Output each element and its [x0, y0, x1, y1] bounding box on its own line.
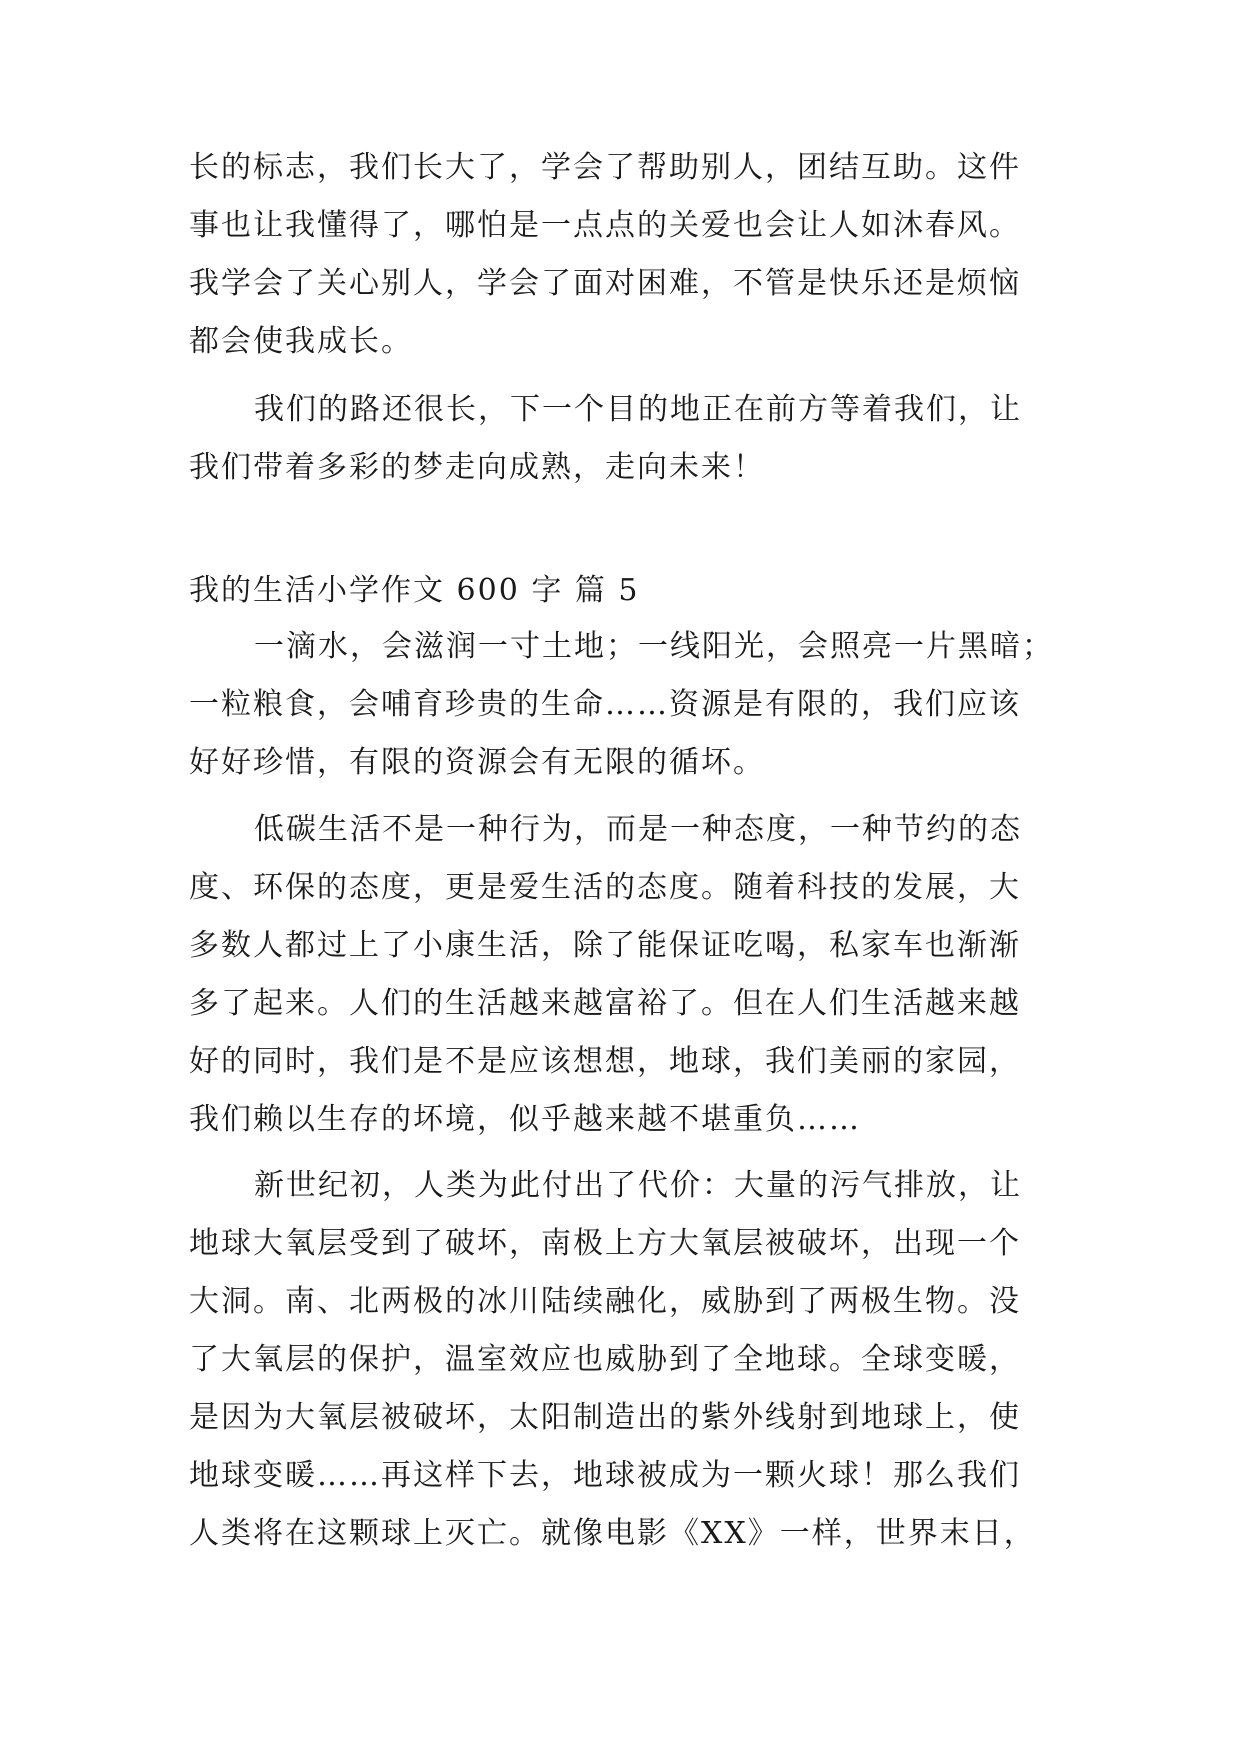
paragraph-line: 我们的路还很长，下一个目的地正在前方等着我们，让: [254, 392, 1022, 427]
paragraph-line: 我学会了关心别人，学会了面对困难，不管是快乐还是烦恼: [189, 266, 1021, 301]
paragraph-line: 多了起来。人们的生活越来越富裕了。但在人们生活越来越: [189, 986, 1021, 1021]
paragraph-line: 地球大氧层受到了破坏，南极上方大氧层被破坏，出现一个: [189, 1226, 1021, 1261]
paragraph-line: 长的标志，我们长大了，学会了帮助别人，团结互助。这件: [189, 150, 1021, 185]
paragraph-line: 大洞。南、北两极的冰川陆续融化，威胁到了两极生物。没: [189, 1284, 1021, 1319]
paragraph-line: 一滴水，会滋润一寸土地；一线阳光，会照亮一片黑暗；: [254, 629, 1054, 664]
paragraph-line: 我们赖以生存的坏境，似乎越来越不堪重负……: [189, 1102, 861, 1137]
paragraph-line: 是因为大氧层被破坏，太阳制造出的紫外线射到地球上，使: [189, 1400, 1021, 1435]
paragraph-line: 好好珍惜，有限的资源会有无限的循坏。: [189, 745, 765, 780]
paragraph-line: 一粒粮食，会哺育珍贵的生命……资源是有限的，我们应该: [189, 687, 1021, 722]
paragraph-line: 度、环保的态度，更是爱生活的态度。随着科技的发展，大: [189, 870, 1021, 905]
paragraph-line: 地球变暖……再这样下去，地球被成为一颗火球！那么我们: [189, 1458, 1021, 1493]
paragraph-line: 好的同时，我们是不是应该想想，地球，我们美丽的家园，: [189, 1044, 1021, 1079]
section-heading: 我的生活小学作文 600 字 篇 5: [189, 573, 640, 608]
paragraph-line: 都会使我成长。: [189, 324, 413, 359]
paragraph-line: 多数人都过上了小康生活，除了能保证吃喝，私家车也渐渐: [189, 928, 1021, 963]
paragraph-line: 人类将在这颗球上灭亡。就像电影《XX》一样，世界末日，: [189, 1516, 1036, 1551]
paragraph-line: 事也让我懂得了，哪怕是一点点的关爱也会让人如沐春风。: [189, 208, 1021, 243]
paragraph-line: 了大氧层的保护，温室效应也威胁到了全地球。全球变暖，: [189, 1342, 1021, 1377]
paragraph-line: 新世纪初，人类为此付出了代价：大量的污气排放，让: [254, 1168, 1022, 1203]
paragraph-line: 我们带着多彩的梦走向成熟，走向未来！: [189, 450, 765, 485]
paragraph-line: 低碳生活不是一种行为，而是一种态度，一种节约的态: [254, 812, 1022, 847]
